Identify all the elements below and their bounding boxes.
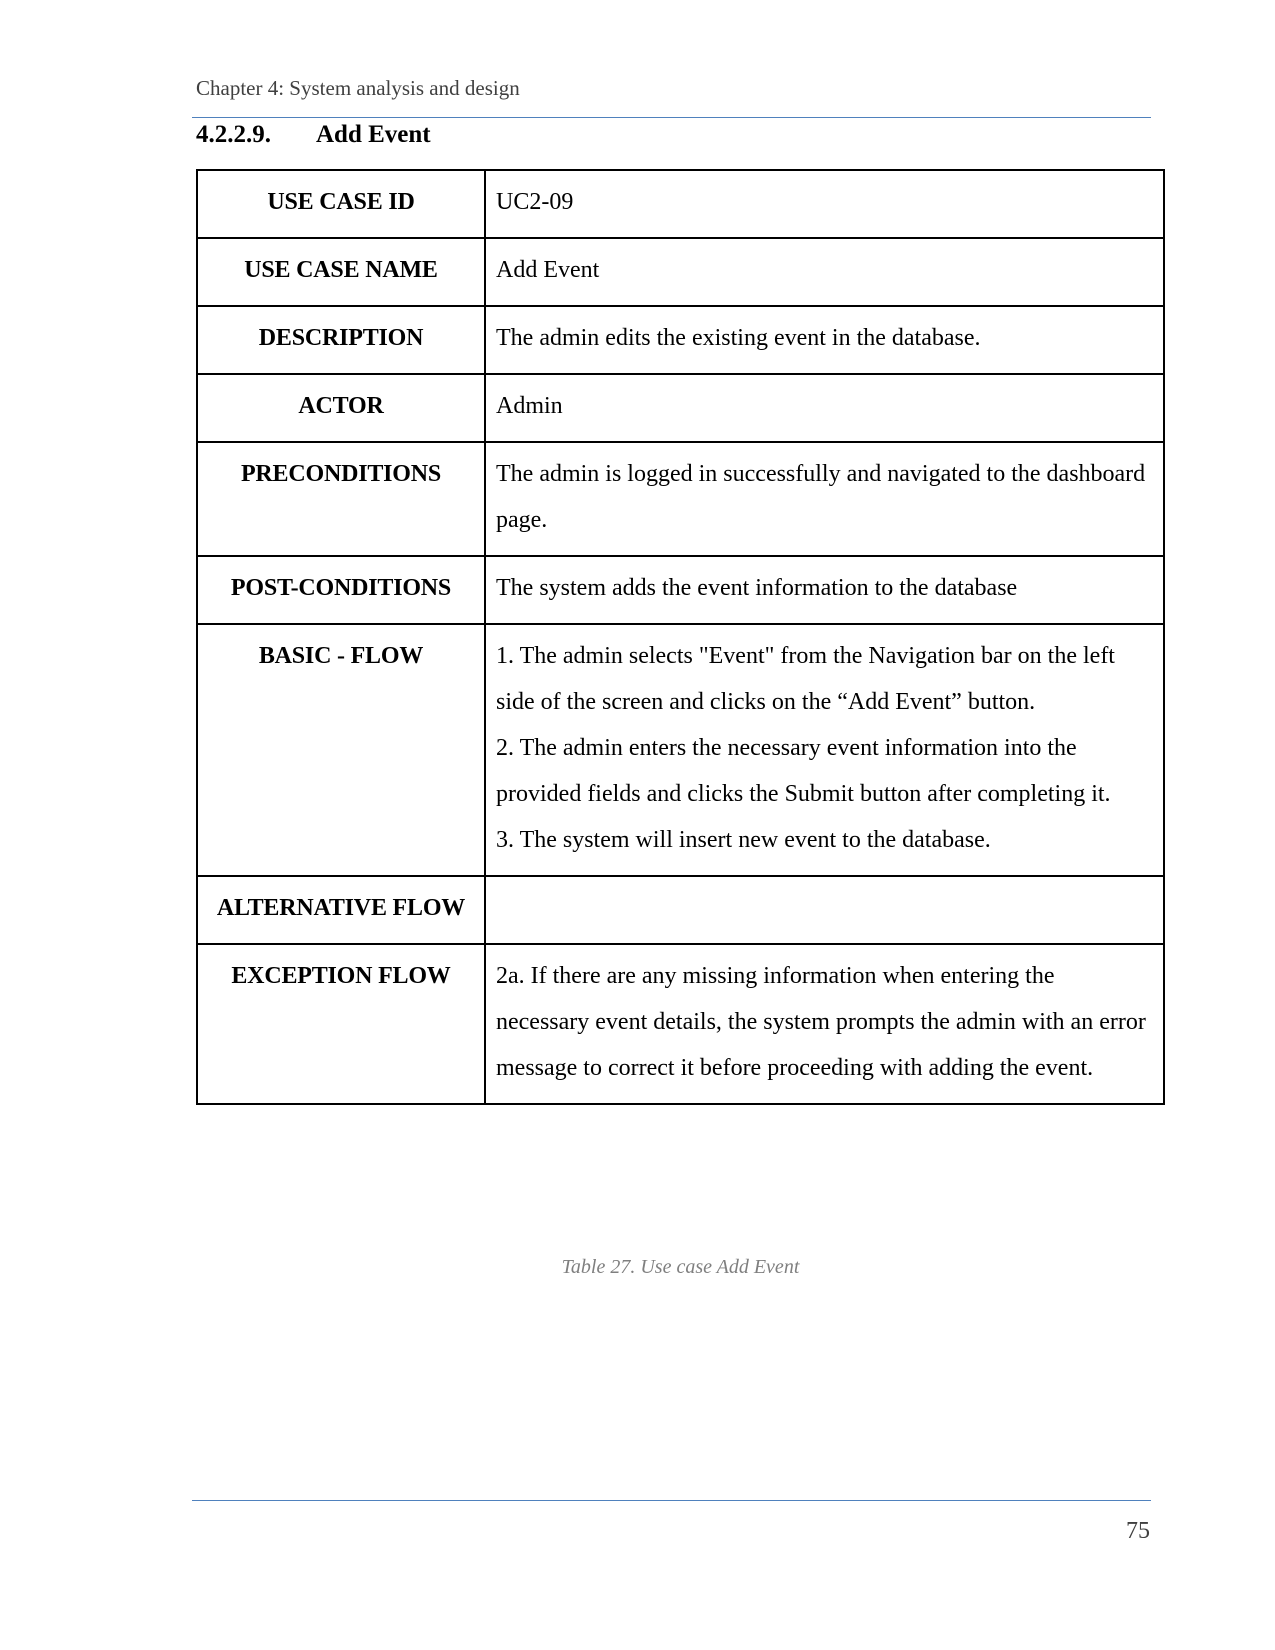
table-row-exception-flow [197,944,1164,1104]
row-value: UC2-09 [485,170,1164,238]
flow-step: 3. The system will insert new event to the database. [496,827,991,853]
flow-step: 2. The admin enters the necessary event information into the provided fields and clicks the Submit button after completing it. [496,735,1111,807]
table-row-use-case-name [197,238,1164,306]
table-row-description [197,306,1164,374]
section-title: Add Event [316,121,431,148]
row-value: Add Event [485,238,1164,306]
row-key: PRECONDITIONS [197,442,485,556]
table-row-post-conditions [197,556,1164,624]
row-value: The admin is logged in successfully and navigated to the dashboard page. [485,442,1164,556]
chapter-header: Chapter 4: System analysis and design [196,76,520,100]
header-rule [192,117,1151,118]
row-value: The admin edits the existing event in the database. [485,306,1164,374]
row-key: ACTOR [197,374,485,442]
page-number: 75 [1126,1518,1150,1544]
row-value [485,624,1164,876]
table-caption: Table 27. Use case Add Event [561,1256,800,1278]
table-row-basic-flow [197,624,1164,876]
row-value: 2a. If there are any missing information when entering the necessary event details, the system prompts the admin with an error message to correct it before proceeding with adding the event. [485,944,1164,1104]
table-row-preconditions [197,442,1164,556]
row-value: Admin [485,374,1164,442]
row-key: USE CASE NAME [197,238,485,306]
section-heading [196,121,431,149]
row-key: POST-CONDITIONS [197,556,485,624]
row-key: BASIC - FLOW [197,624,485,876]
section-number: 4.2.2.9. [196,121,271,148]
row-key: DESCRIPTION [197,306,485,374]
footer-rule [192,1500,1151,1501]
row-value: The system adds the event information to the database [485,556,1164,624]
row-key: EXCEPTION FLOW [197,944,485,1104]
table-row-use-case-id [197,170,1164,238]
row-value [485,876,1164,944]
row-key: USE CASE ID [197,170,485,238]
flow-step: 1. The admin selects "Event" from the Navigation bar on the left side of the screen and clicks on the “Add Event” button. [496,643,1115,715]
table-row-actor [197,374,1164,442]
table-row-alternative-flow [197,876,1164,944]
row-key: ALTERNATIVE FLOW [197,876,485,944]
use-case-table [196,169,1165,1105]
